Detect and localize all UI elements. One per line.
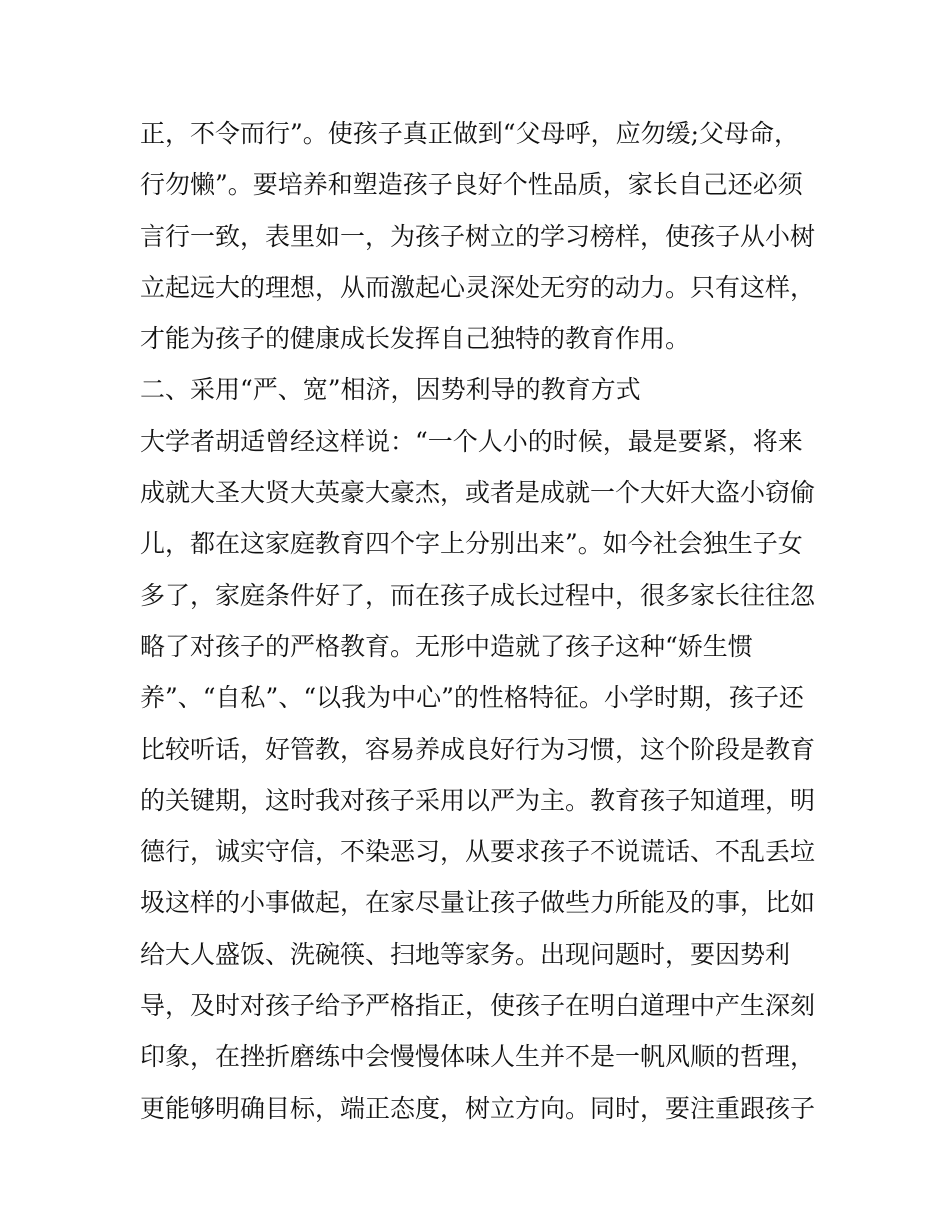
text-line: 圾这样的小事做起，在家尽量让孩子做些力所能及的事，比如 <box>140 888 816 918</box>
section-heading: 二、采用“严、宽”相济，因势利导的教育方式 <box>140 375 641 405</box>
text-line: 印象，在挫折磨练中会慢慢体味人生并不是一帆风顺的哲理， <box>140 1042 816 1072</box>
text-line: 正，不令而行”。使孩子真正做到“父母呼，应勿缓;父母命， <box>140 119 799 148</box>
text-line: 立起远大的理想，从而激起心灵深处无穷的动力。只有这样， <box>140 272 816 302</box>
text-line: 略了对孩子的严格教育。无形中造就了孩子这种“娇生惯 <box>140 631 753 661</box>
text-line: 行勿懒”。要培养和塑造孩子良好个性品质，家长自己还必须 <box>140 170 803 200</box>
text-line: 才能为孩子的健康成长发挥自己独特的教育作用。 <box>140 324 691 354</box>
text-line: 儿，都在这家庭教育四个字上分别出来”。如今社会独生子女 <box>140 529 803 559</box>
text-line: 大学者胡适曾经这样说：“一个人小的时候，最是要紧，将来 <box>140 426 803 456</box>
text-line: 给大人盛饭、洗碗筷、扫地等家务。出现问题时，要因势利 <box>140 939 791 969</box>
text-line: 比较听话，好管教，容易养成良好行为习惯，这个阶段是教育 <box>140 734 816 764</box>
text-line: 导，及时对孩子给予严格指正，使孩子在明白道理中产生深刻 <box>140 991 816 1021</box>
text-line: 养”、“自私”、“以我为中心”的性格特征。小学时期，孩子还 <box>140 683 804 713</box>
body-text <box>140 108 820 1134</box>
text-line: 德行，诚实守信，不染恶习，从要求孩子不说谎话、不乱丢垃 <box>140 837 816 867</box>
text-line: 成就大圣大贤大英豪大豪杰，或者是成就一个大奸大盗小窃偷 <box>140 478 816 508</box>
text-line: 更能够明确目标，端正态度，树立方向。同时，要注重跟孩子 <box>140 1093 816 1123</box>
text-line: 多了，家庭条件好了，而在孩子成长过程中，很多家长往往忽 <box>140 580 816 610</box>
text-line: 的关键期，这时我对孩子采用以严为主。教育孩子知道理，明 <box>140 785 816 815</box>
text-line: 言行一致，表里如一，为孩子树立的学习榜样，使孩子从小树 <box>140 221 816 251</box>
